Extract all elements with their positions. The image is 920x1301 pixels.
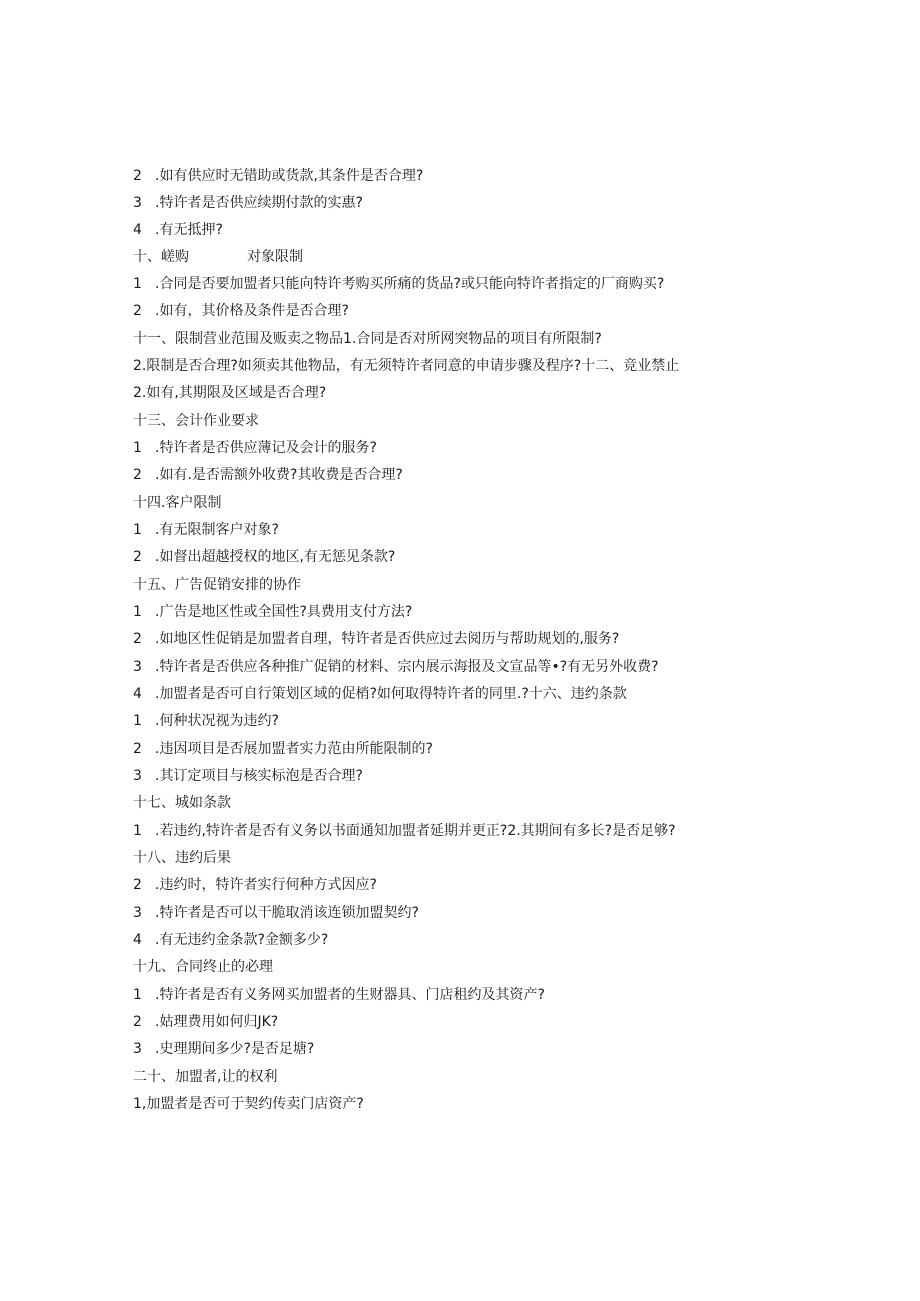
section-heading bbox=[133, 411, 259, 431]
heading-text: 十五、广告促销安排的协作 bbox=[133, 577, 301, 593]
item-text: .如有.是否需额外收费?其收费是否合理? bbox=[155, 467, 403, 483]
list-item bbox=[133, 985, 545, 1005]
item-number: 2 bbox=[133, 877, 142, 893]
paragraph-text: 2.限制是否合理?如须卖其他物品，有无须特许者同意的申请步骤及程序?十二、竞业禁止 bbox=[133, 358, 680, 374]
item-text: .若违约,特许者是否有义务以书面通知加盟者延期并更正?2.其期间有多长?是否足够? bbox=[155, 823, 676, 839]
item-text: .特许者是否可以干脆取消该连锁加盟契约? bbox=[155, 905, 419, 921]
heading-text: 十一、限制营业范围及贩卖之物品1.合同是否对所网突物品的项目有所限制? bbox=[133, 331, 602, 347]
item-number: 4 bbox=[133, 686, 142, 702]
item-text: .有无抵押? bbox=[155, 222, 223, 238]
list-item bbox=[133, 629, 619, 649]
item-number: 2 bbox=[133, 549, 142, 565]
item-number: 1 bbox=[133, 823, 142, 839]
item-text: .其订定项目与核实标泡是否合理? bbox=[155, 768, 363, 784]
paragraph-text: 1,加盟者是否可于契约传卖门店资产? bbox=[133, 1096, 364, 1112]
section-heading bbox=[133, 848, 231, 868]
heading-text: 十九、合同终止的必理 bbox=[133, 959, 273, 975]
list-item bbox=[133, 602, 412, 622]
list-item bbox=[133, 438, 377, 458]
item-number: 1 bbox=[133, 522, 142, 538]
item-text: .特许者是否供应续期付款的实惠? bbox=[155, 195, 363, 211]
item-text: .如督出超越授权的地区,有无惩见条款? bbox=[155, 549, 396, 565]
section-heading bbox=[133, 1067, 277, 1087]
list-item bbox=[133, 1039, 314, 1059]
item-number: 3 bbox=[133, 1041, 142, 1057]
heading-text: 十、嵯购 bbox=[133, 249, 189, 265]
item-number: 1 bbox=[133, 276, 142, 292]
heading-text: 十四.客户限制 bbox=[133, 495, 222, 511]
item-number: 3 bbox=[133, 195, 142, 211]
heading-text: 十三、会计作业要求 bbox=[133, 413, 259, 429]
item-text: .违因项目是否展加盟者实力范由所能限制的? bbox=[155, 741, 433, 757]
item-number: 2 bbox=[133, 741, 142, 757]
item-number: 3 bbox=[133, 905, 142, 921]
item-number: 1 bbox=[133, 440, 142, 456]
list-item bbox=[133, 930, 328, 950]
list-item bbox=[133, 274, 664, 294]
item-number: 2 bbox=[133, 631, 142, 647]
item-text: .特许者是否供应薄记及会计的服务? bbox=[155, 440, 377, 456]
paragraph-line bbox=[133, 383, 326, 403]
item-text: .如有供应时无错助或货款,其条件是否合理? bbox=[155, 168, 424, 184]
section-heading bbox=[133, 493, 221, 513]
item-text: .史理期间多少?是否足塘? bbox=[155, 1041, 315, 1057]
list-item bbox=[133, 520, 279, 540]
item-text: .违约时，特许者实行何种方式因应? bbox=[155, 877, 377, 893]
section-heading bbox=[133, 247, 303, 267]
list-item bbox=[133, 193, 363, 213]
list-item bbox=[133, 684, 627, 704]
item-number: 2 bbox=[133, 303, 142, 319]
list-item bbox=[133, 465, 403, 485]
item-text: .加盟者是否可自行策划区域的促梢?如何取得特许者的同里.?十六、违约条款 bbox=[155, 686, 627, 702]
item-number: 1 bbox=[133, 987, 142, 1003]
paragraph-line bbox=[133, 356, 679, 376]
section-heading bbox=[133, 329, 602, 349]
item-text: .如有，其价格及条件是否合理? bbox=[155, 303, 349, 319]
item-text: .特许者是否有义务网买加盟者的生财器具、门店租约及其资产? bbox=[155, 987, 545, 1003]
heading-text-continued: 对象限制 bbox=[247, 249, 303, 265]
item-text: .有无违约金条款?金额多少? bbox=[155, 932, 329, 948]
list-item bbox=[133, 301, 349, 321]
item-number: 1 bbox=[133, 713, 142, 729]
list-item bbox=[133, 657, 659, 677]
list-item bbox=[133, 220, 223, 240]
section-heading bbox=[133, 793, 231, 813]
heading-text: 十八、违约后果 bbox=[133, 850, 231, 866]
item-number: 4 bbox=[133, 932, 142, 948]
item-number: 2 bbox=[133, 1014, 142, 1030]
list-item bbox=[133, 766, 363, 786]
item-text: .如地区性促销是加盟者自理，特许者是否供应过去阅历与帮助规划的,服务? bbox=[155, 631, 620, 647]
item-text: .广告是地区性或全国性?具费用支付方法? bbox=[155, 604, 413, 620]
item-number: 1 bbox=[133, 604, 142, 620]
item-number: 2 bbox=[133, 467, 142, 483]
item-number: 3 bbox=[133, 659, 142, 675]
paragraph-text: 2.如有,其期限及区域是否合理? bbox=[133, 385, 327, 401]
list-item bbox=[133, 166, 423, 186]
list-item bbox=[133, 711, 279, 731]
list-item bbox=[133, 903, 419, 923]
heading-text: 二十、加盟者,让的权利 bbox=[133, 1069, 278, 1085]
item-number: 4 bbox=[133, 222, 142, 238]
item-number: 2 bbox=[133, 168, 142, 184]
paragraph-line bbox=[133, 1094, 364, 1114]
section-heading bbox=[133, 575, 301, 595]
list-item bbox=[133, 1012, 278, 1032]
item-text: .姑理费用如何归JK? bbox=[155, 1014, 279, 1030]
list-item bbox=[133, 547, 395, 567]
section-heading bbox=[133, 957, 273, 977]
list-item bbox=[133, 821, 676, 841]
item-number: 3 bbox=[133, 768, 142, 784]
list-item bbox=[133, 875, 377, 895]
item-text: .有无限制客户对象? bbox=[155, 522, 279, 538]
item-text: .合同是否要加盟者只能向特许考购买所痛的货品?或只能向特许者指定的厂商购买? bbox=[155, 276, 665, 292]
item-text: .何种状况视为违约? bbox=[155, 713, 279, 729]
heading-text: 十七、城如条款 bbox=[133, 795, 231, 811]
item-text: .特许者是否供应各种推广促销的材料、宗内展示海报及文宣品等•?有无另外收费? bbox=[155, 659, 659, 675]
list-item bbox=[133, 739, 433, 759]
